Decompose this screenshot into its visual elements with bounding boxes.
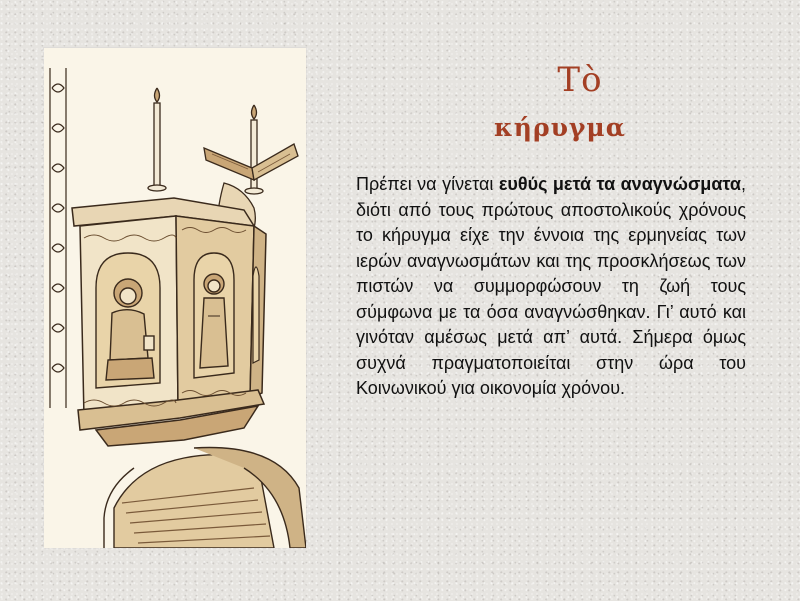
pulpit-drawing	[44, 48, 306, 548]
body-paragraph	[356, 172, 746, 402]
icon-seated-saint	[96, 253, 160, 388]
title-line-1: Τὸ	[557, 60, 603, 100]
spiral-staircase	[104, 448, 306, 549]
wall-ornament	[50, 68, 66, 408]
body-text-part-1: Πρέπει να γίνεται	[356, 174, 499, 194]
body-text-emphasis: ευθύς μετά τα αναγνώσματα	[498, 174, 741, 194]
body-text-part-2: , διότι από τους πρώτους αποστολικούς χρόνους το κήρυγμα είχε την έννοια της ερμηνείας των ιερών αναγνωσμάτων και της προσκλήσεως των πιστών να συμμορφώσουν τη ζωή τους σύμφωνα με τα όσα αναγνώσθηκαν. Γι’ αυτό και γινόταν αμέσως μετά απ’ αυτά. Σήμερα όμως συχνά πραγματοποιείται στην ώρα του Κοινωνικού για οικονομία χρόνου.	[356, 174, 746, 398]
icon-narrow-arch	[253, 267, 259, 363]
icon-standing-saint	[194, 253, 234, 378]
pulpit-illustration	[44, 48, 306, 548]
title-line-2: κήρυγμα	[494, 113, 626, 142]
candle-left	[148, 88, 166, 191]
